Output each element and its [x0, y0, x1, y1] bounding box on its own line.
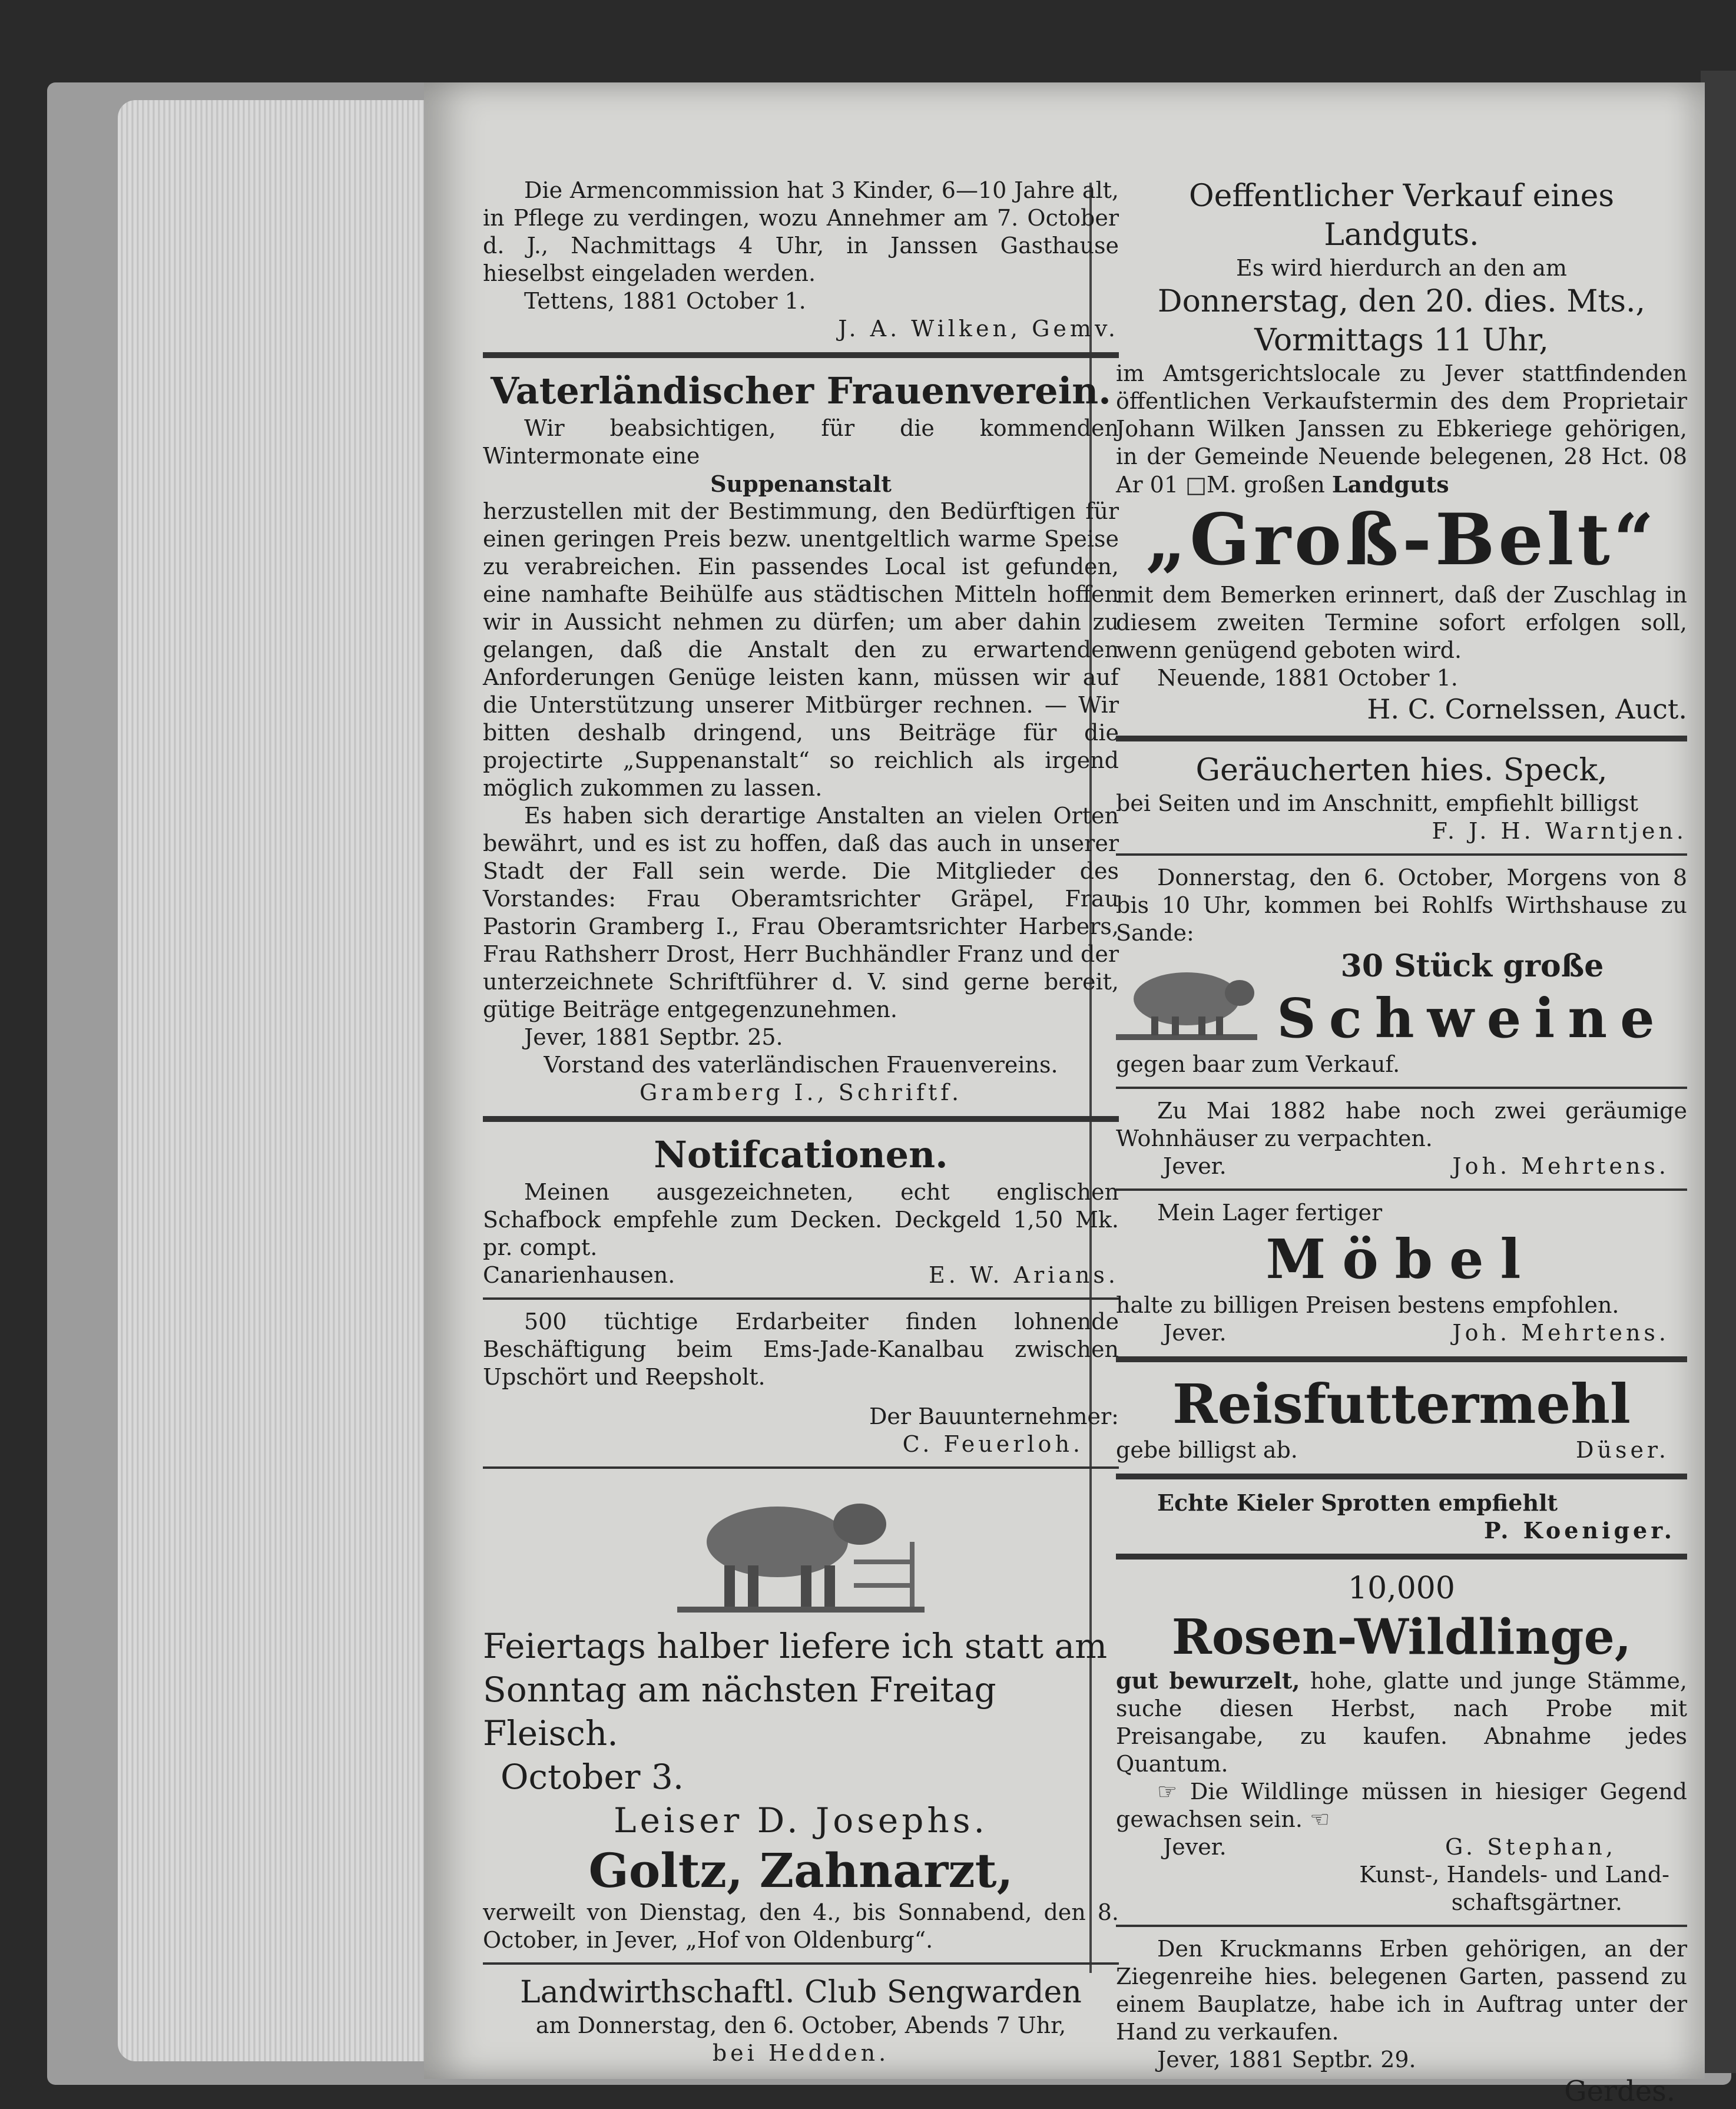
ad-text: Donnerstag, den 6. October, Morgens von 8 bis 10 Uhr, kommen bei Rohlfs Wirthshause zu Sande: [1116, 865, 1687, 946]
ad-place: Jever. [1163, 1153, 1227, 1179]
divider [1116, 1925, 1687, 1927]
ad-place-date: Jever, 1881 Septbr. 25. [524, 1024, 783, 1050]
ad-note: ☞ Die Wildlinge müssen in hiesiger Gegend gewachsen sein. ☜ [1116, 1779, 1687, 1832]
ad-signature: Gerdes. [1564, 2075, 1675, 2108]
ad-signature: F. J. H. Warntjen. [1432, 818, 1687, 844]
ad-signature: J. A. Wilken, Gemv. [838, 316, 1119, 342]
ad-signature: H. C. Cornelssen, Auct. [1367, 693, 1687, 725]
ad-reisfuttermehl [1116, 1372, 1687, 1464]
ad-text: halte zu billigen Preisen bestens empfohlen. [1116, 1292, 1619, 1318]
ad-text-2: mit dem Bemerken erinnert, daß der Zuschlag in diesem zweiten Termine sofort erfolgen soll, wenn genügend geboten wird. [1116, 582, 1687, 663]
ad-title: Oeffentlicher Verkauf eines Landguts. [1188, 178, 1615, 253]
ad-text: gebe billigst ab. [1116, 1437, 1298, 1463]
right-column [1116, 177, 1687, 2109]
ad-role: Der Bauunternehmer: [869, 1403, 1119, 1429]
ad-place: Jever. [1163, 1834, 1227, 1860]
ad-signature: C. Feuerloh. [902, 1431, 1084, 1457]
ad-notificationen [483, 1131, 1119, 1289]
ad-body [1116, 947, 1687, 1051]
ad-line: 30 Stück große [1340, 948, 1604, 984]
ad-armencommission [483, 177, 1119, 343]
ad-text-part: im Amtsgerichtslocale zu Jever stattfindenden öffentlichen Verkaufstermin des dem Proprietair Johann Wilken Janssen zu Ebkeriege gehörigen, in der Gemeinde Neuende belegenen, 28 Hct. 08 Ar 01 □M. großen [1116, 360, 1687, 498]
ad-body: herzustellen mit der Bestimmung, den Bedürftigen für einen geringen Preis bezw. unentgeltlich warme Speise zu verabreichen. Ein passendes Local ist gefunden, eine namhafte Beihülfe aus städtischen Mitteln hoffen wir in Aussicht nehmen zu dürfen; um aber dahin zu gelangen, daß die Anstalt den zu erwartenden Anforderungen Genüge leisten kann, müssen wir auf die Unterstützung unserer Mitbürger rechnen. — Wir bitten deshalb dringend, uns Beiträge für die projectirte „Suppenanstalt“ so reichlich als irgend möglich zukommen zu lassen. [483, 498, 1119, 801]
ad-signature: Joh. Mehrtens. [1452, 1320, 1669, 1346]
ad-erdarbeiter [483, 1308, 1119, 1458]
page-edges [118, 100, 436, 2061]
ad-title: Reisfuttermehl [1172, 1372, 1631, 1436]
ad-title: Landwirthschaftl. Club Sengwarden [520, 1975, 1082, 2010]
ad-garten [1116, 1935, 1687, 2109]
ox-illustration [677, 1477, 925, 1618]
divider [1116, 736, 1687, 741]
ad-title: Rosen-Wildlinge, [1171, 1609, 1632, 1666]
ad-frauenverein [483, 367, 1119, 1107]
ad-subject: Suppenanstalt [710, 471, 892, 497]
divider [483, 1962, 1119, 1965]
pig-illustration [1116, 952, 1257, 1046]
ad-wohnhaeuser [1116, 1097, 1687, 1180]
ad-rosen [1116, 1569, 1687, 1916]
ad-title: Notifcationen. [654, 1133, 948, 1176]
ad-title: Vaterländischer Frauenverein. [491, 369, 1111, 412]
ad-sprotten [1116, 1489, 1687, 1544]
ad-text-part: hohe, glatte und junge Stämme, suche diesen Herbst, nach Probe mit Preisangabe, zu kaufen. Abnahme jedes Quantum. [1116, 1668, 1688, 1777]
ad-time: Vormittags 11 Uhr, [1254, 323, 1549, 358]
divider [1116, 853, 1687, 856]
divider [483, 352, 1119, 358]
ad-text: 500 tüchtige Erdarbeiter finden lohnende Beschäftigung beim Ems-Jade-Kanalbau zwischen Upschört und Reepsholt. [483, 1309, 1119, 1390]
ad-sign-row [1116, 1436, 1687, 1464]
divider [1116, 1087, 1687, 1089]
ad-fleisch [483, 1477, 1119, 1842]
ad-text: Zu Mai 1882 habe noch zwei geräumige Wohnhäuser zu verpachten. [1116, 1098, 1687, 1151]
ad-signature: E. W. Arians. [929, 1262, 1119, 1288]
ad-text: Echte Kieler Sprotten empfiehlt [1157, 1489, 1558, 1516]
ad-schweine [1116, 864, 1687, 1078]
ad-verkauf-landgut [1116, 177, 1687, 726]
ad-place: Canarienhausen. [483, 1262, 675, 1288]
ad-name: „Groß-Belt“ [1145, 498, 1658, 581]
ad-number: 10,000 [1348, 1571, 1455, 1606]
ad-text: Feiertags halber liefere ich statt am Sonntag am nächsten Freitag Fleisch. [483, 1626, 1108, 1753]
ad-text: Meinen ausgezeichneten, echt englischen Schafbock empfehle zum Decken. Deckgeld 1,50 Mk. pr. compt. [483, 1179, 1119, 1260]
ad-signature: P. Koeniger. [1483, 1517, 1675, 1544]
ad-text: verweilt von Dienstag, den 4., bis Sonnabend, den 8. October, in Jever, „Hof von Oldenburg“. [483, 1899, 1119, 1953]
ad-date: Donnerstag, den 20. dies. Mts., [1157, 284, 1646, 319]
divider [1116, 1356, 1687, 1362]
ad-sign-row [1116, 1153, 1687, 1180]
newspaper-page [424, 82, 1705, 2108]
ad-date: October 3. [501, 1757, 684, 1797]
ad-place-date: Neuende, 1881 October 1. [1157, 665, 1458, 691]
ad-title: Möbel [1265, 1227, 1538, 1291]
ad-club [483, 1973, 1119, 2067]
ad-text: Die Armencommission hat 3 Kinder, 6—10 Jahre alt, in Pflege zu verdingen, wozu Annehmer am 7. October d. J., Nachmittags 4 Uhr, in Janssen Gasthause hieselbst eingeladen werden. [483, 177, 1119, 286]
ad-place: Jever. [1163, 1320, 1227, 1346]
ad-moebel [1116, 1199, 1687, 1347]
ad-line: Schweine [1277, 986, 1668, 1050]
ad-text-bold: Landguts [1331, 471, 1449, 498]
ad-board: Vorstand des vaterländischen Frauenvereins. [544, 1052, 1058, 1078]
ad-role: Kunst-, Handels- und Land- [1359, 1862, 1669, 1888]
ad-sign-row [483, 1262, 1119, 1289]
right-shadow [1701, 71, 1736, 2073]
ad-intro: Mein Lager fertiger [1157, 1200, 1383, 1226]
divider [483, 1297, 1119, 1300]
ad-signature: Düser. [1576, 1437, 1669, 1463]
ad-sub: Es wird hierdurch an den am [1236, 255, 1567, 281]
ad-text: bei Seiten und im Anschnitt, empfiehlt billigst [1116, 790, 1638, 816]
ad-line: bei Hedden. [712, 2040, 890, 2066]
ad-text [1116, 360, 1687, 499]
ad-sign-row [1116, 1319, 1687, 1347]
ad-signature: Joh. Mehrtens. [1452, 1153, 1669, 1179]
ad-place-date: Jever, 1881 Septbr. 29. [1157, 2047, 1416, 2072]
ad-signature: G. Stephan, [1445, 1834, 1616, 1860]
divider [483, 1466, 1119, 1469]
divider [1116, 1474, 1687, 1479]
left-column [483, 177, 1119, 2067]
ad-goltz [483, 1842, 1119, 1954]
ad-body-2: Es haben sich derartige Anstalten an vielen Orten bewährt, und es ist zu hoffen, daß das auch in unserer Stadt der Fall sein werde. Die Mitglieder des Vorstandes: Frau Oberamtsrichter Gräpel, Frau Pastorin Gramberg I., Frau Oberamtsrichter Harbers, Frau Rathsherr Drost, Herr Buchhändler Franz und der unterzeichnete Schriftführer d. V. sind gerne bereit, gütige Beiträge entgegenzunehmen. [483, 803, 1119, 1022]
ad-place-date: Tettens, 1881 October 1. [524, 288, 806, 314]
ad-title: Geräucherten hies. Speck, [1195, 753, 1608, 788]
ad-signature: Leiser D. Josephs. [614, 1800, 988, 1840]
ad-text-bold: gut bewurzelt, [1116, 1667, 1300, 1694]
ad-intro: Wir beabsichtigen, für die kommenden Wintermonate eine [483, 415, 1119, 469]
ad-headline [1257, 947, 1687, 1051]
ad-line: am Donnerstag, den 6. October, Abends 7 Uhr, [535, 2012, 1066, 2038]
divider [1116, 1188, 1687, 1191]
ad-text [1116, 1667, 1687, 1778]
ad-title: Goltz, Zahnarzt, [588, 1843, 1013, 1898]
ad-speck [1116, 751, 1687, 845]
divider [1116, 1554, 1687, 1560]
ad-text: Den Kruckmanns Erben gehörigen, an der Ziegenreihe hies. belegenen Garten, passend zu einem Bauplatze, habe ich in Auftrag unter der Hand zu verkaufen. [1116, 1936, 1687, 2045]
divider [483, 1116, 1119, 1122]
ad-role: schaftsgärtner. [1451, 1889, 1622, 1915]
ad-text-2: gegen baar zum Verkauf. [1116, 1051, 1400, 1077]
ad-signature: Gramberg I., Schriftf. [639, 1080, 963, 1105]
ad-sign-row [1116, 1833, 1687, 1861]
